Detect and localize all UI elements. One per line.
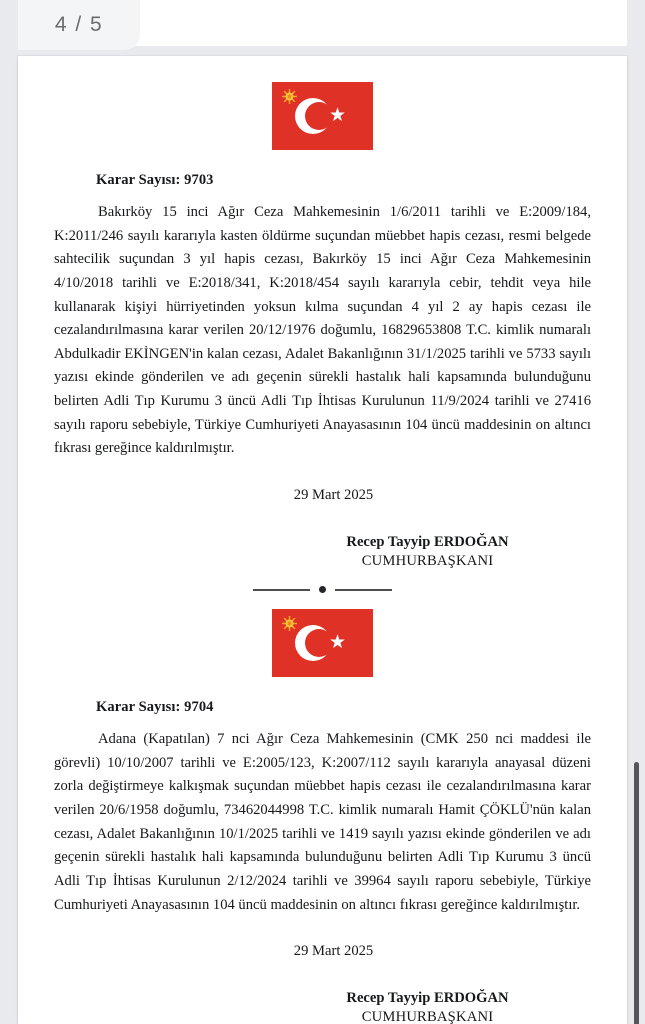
signature-name: Recep Tayyip ERDOĞAN: [346, 534, 509, 551]
decree-date: 29 Mart 2025: [293, 487, 374, 504]
page-content: [18, 56, 627, 1024]
divider-rule-right: [335, 589, 392, 591]
decree-block: [54, 82, 591, 570]
decree-body: Bakırköy 15 inci Ağır Ceza Mahkemesinin 1/6/2011 tarihli ve E:2009/184, K:2011/246 sayılı kararıyla kasten öldürme suçundan müebbet hapis cezası, resmi belgede sahtecilik suçundan 3 yıl hapis cezası, Bakırköy 15 inci Ağır Ceza Mahkemesinin 4/10/2018 tarihli ve E:2018/341, K:2018/454 sayılı kararıyla cebir, tehdit veya hile kullanarak kişiyi hürriyetinden yoksun kılma suçundan 4 yıl 2 ay hapis cezası ile cezalandırılmasına karar verilen 20/12/1976 doğumlu, 16829653808 T.C. kimlik numaralı Abdulkadir EKİNGEN'in kalan cezası, Adalet Bakanlığının 31/1/2025 tarihli ve 5733 sayılı yazısı ekinde gönderilen ve adı geçenin sürekli hastalık hali kapsamında bulunduğunu belirten Adli Tıp Kurumu 3 üncü Adli Tıp İhtisas Kurulunun 11/9/2024 tarihli ve 27416 sayılı raporu sebebiyle, Türkiye Cumhuriyeti Anayasasının 104 üncü maddesinin on altıncı fıkrası gereğince kaldırılmıştır.: [54, 204, 591, 457]
section-divider: [54, 586, 591, 593]
document-page: [18, 56, 627, 1024]
signature-name: Recep Tayyip ERDOĞAN: [346, 990, 509, 1007]
flag-container: [54, 82, 591, 150]
star-icon: ★: [329, 104, 347, 126]
decree-number: Karar Sayısı: 9704: [96, 699, 214, 716]
star-icon: ★: [329, 631, 347, 654]
vertical-scrollbar[interactable]: [635, 56, 643, 1024]
divider-dot: [319, 586, 326, 593]
divider-rule-left: [253, 589, 310, 591]
page-indicator-label: 4 / 5: [54, 13, 104, 36]
scrollbar-thumb[interactable]: [634, 762, 639, 1024]
viewer-topbar: [18, 0, 627, 46]
turkish-flag-icon: [272, 82, 373, 150]
decree-body: Adana (Kapatılan) 7 nci Ağır Ceza Mahkemesinin (CMK 250 nci maddesi ile görevli) 10/10/2007 tarihli ve E:2005/123, K:2007/112 sayılı kararıyla anayasal düzeni zorla değiştirmeye kalkışmak suçundan müebbet hapis cezası ile cezalandırılmasına karar verilen 20/6/1958 doğumlu, 73462044998 T.C. kimlik numaralı Hamit ÇÖKLÜ'nün kalan cezası, Adalet Bakanlığının 10/1/2025 tarihli ve 1419 sayılı yazısı ekinde gönderilen ve adı geçenin sürekli hastalık hali kapsamında bulunduğunu belirten Adli Tıp Kurumu 3 üncü Adli Tıp İhtisas Kurulunun 2/12/2024 tarihli ve 39964 sayılı raporu sebebiyle, Türkiye Cumhuriyeti Anayasasının 104 üncü maddesinin on altıncı fıkrası gereğince kaldırılmıştır.: [54, 731, 591, 913]
turkish-flag-icon: [272, 609, 373, 677]
sun-emblem-icon: [282, 89, 297, 104]
signature-block: [54, 990, 591, 1024]
signature-block: [54, 534, 591, 570]
decree-block: [54, 609, 591, 1024]
decree-number: Karar Sayısı: 9703: [96, 172, 214, 188]
page-indicator[interactable]: [18, 0, 140, 50]
decree-date: 29 Mart 2025: [293, 943, 374, 960]
signature-title: CUMHURBAŞKANI: [361, 1009, 494, 1024]
signature-title: CUMHURBAŞKANI: [361, 553, 494, 570]
flag-container: [54, 609, 591, 677]
sun-emblem-icon: [282, 616, 297, 631]
